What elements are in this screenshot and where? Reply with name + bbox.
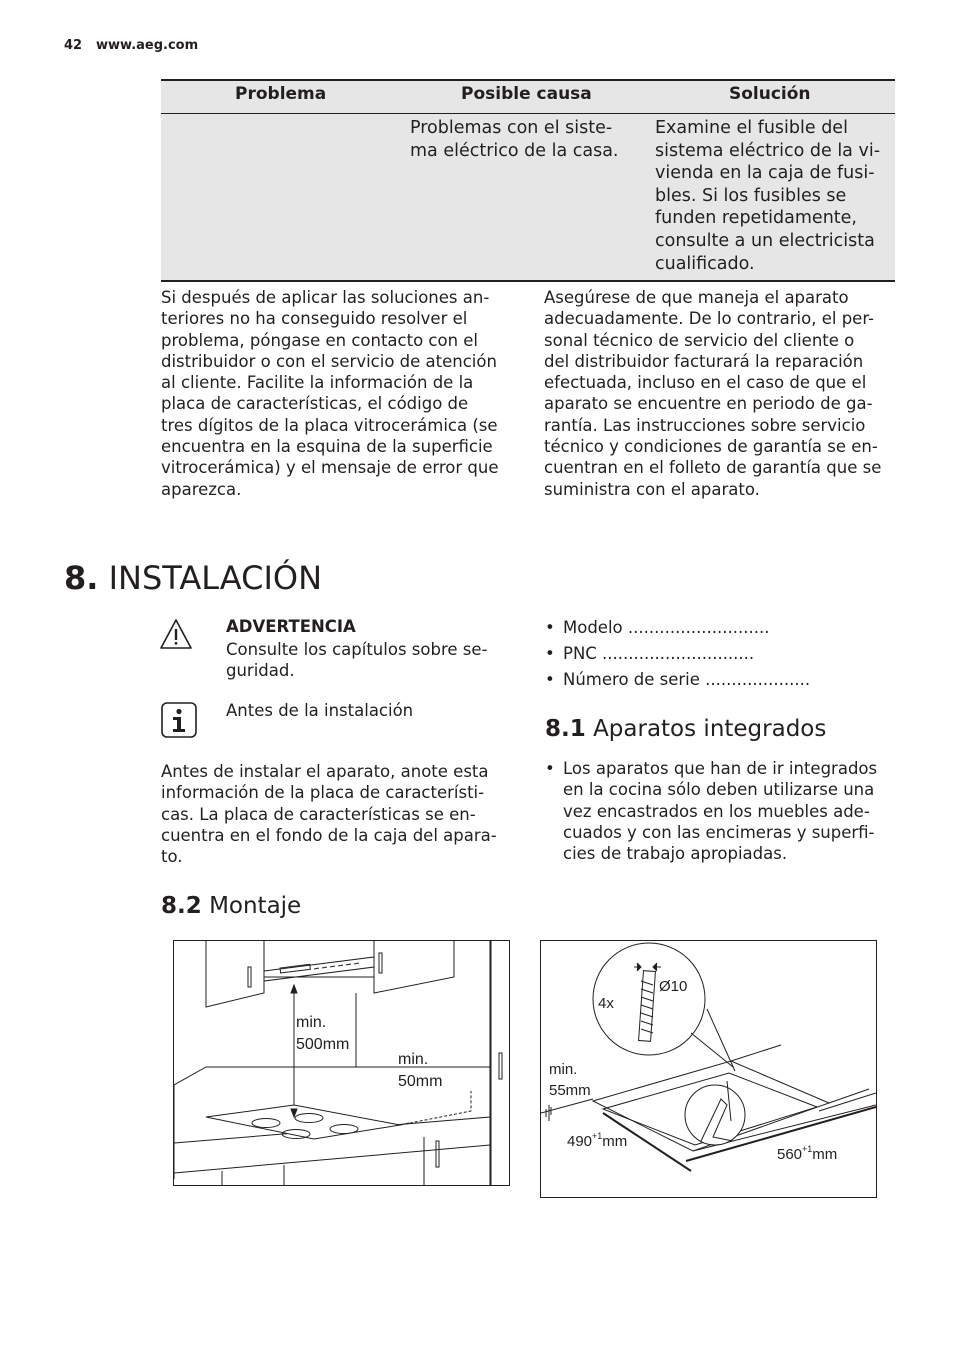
table-cell-causa: Problemas con el siste- ma eléctrico de la casa. [410, 118, 619, 161]
warranty-paragraph: Asegúrese de que maneja el aparato adecuadamente. De lo contrario, el per- sonal técnico de servicio del cliente o del distribuidor facturará la reparación efectuada, incluso en el caso de que el aparato se encuentre en periodo de ga- rantía. Las instrucciones sobre servicio técnico y condiciones de garantía se en- cuentran en el folleto de garantía que se suministra con el aparato. [544, 288, 882, 499]
vertical-clearance-value-label: 500mm [296, 1036, 350, 1053]
column-header-problema: Problema [235, 84, 327, 104]
vertical-clearance-min-label: min. [296, 1014, 327, 1031]
hole-diameter-label: Ø10 [659, 978, 688, 995]
kitchen-clearance-illustration [174, 941, 509, 1185]
cutout-width-label: $560^{+1}mm$ [777, 1144, 838, 1163]
website-url: www.aeg.com [96, 38, 199, 53]
info-text: Antes de la instalación [226, 701, 414, 720]
worktop-cutout-figure [540, 940, 877, 1198]
warning-title: ADVERTENCIA [226, 617, 356, 636]
worktop-depth-min-label: min. [549, 1061, 578, 1078]
table-header-rule [161, 113, 895, 114]
section-title [64, 558, 322, 598]
contact-paragraph: Si después de aplicar las soluciones an- teriores no ha conseguido resolver el problema, póngase en contacto con el distribuidor o con el servicio de atención al cliente. Facilite la información de la placa de características, el código de tres dígitos de la placa vitrocerámica (se encuentra en la esquina de la superficie vitrocerámica) y el mensaje de error que aparezca. [161, 288, 499, 499]
side-clearance-min-label: min. [398, 1051, 429, 1068]
column-header-causa: Posible causa [461, 84, 592, 104]
worktop-depth-value-label: 55mm [549, 1082, 591, 1099]
kitchen-clearance-figure [173, 940, 510, 1186]
table-top-rule [161, 79, 895, 81]
worktop-cutout-illustration [541, 941, 876, 1197]
warning-text: Consulte los capítulos sobre se- guridad. [226, 640, 488, 681]
page-number: 42 [64, 38, 83, 53]
screw-count-label: 4x [598, 995, 614, 1012]
subsection-title-integrados: 8.1 Aparatos integrados [545, 716, 827, 742]
info-icon [161, 702, 197, 738]
side-clearance-value-label: 50mm [398, 1073, 443, 1090]
before-install-paragraph: Antes de instalar el aparato, anote esta información de la placa de característi- cas. La placa de características se en- cuentra en el fondo de la caja del apara- to. [161, 762, 497, 867]
section-heading: INSTALACIÓN [108, 559, 323, 597]
table-bottom-rule [161, 280, 895, 282]
list-item: • Los aparatos que han de ir integrados en la cocina sólo deben utilizarse una vez encastrados en los muebles ade- cuados y con las encimeras y superfi- cies de trabajo apropiadas. [545, 759, 878, 864]
cutout-depth-label: $490^{+1}mm$ [567, 1131, 628, 1150]
warning-triangle-icon [159, 618, 193, 650]
column-header-solucion: Solución [729, 84, 811, 104]
section-number: 8. [64, 559, 99, 597]
subsection-title-montaje: 8.2 Montaje [161, 893, 302, 919]
table-cell-solucion: Examine el fusible del sistema eléctrico de la vi- vienda en la caja de fusi- bles. Si los fusibles se funden repetidamente, consulte a un electricista cualificado. [655, 118, 881, 274]
